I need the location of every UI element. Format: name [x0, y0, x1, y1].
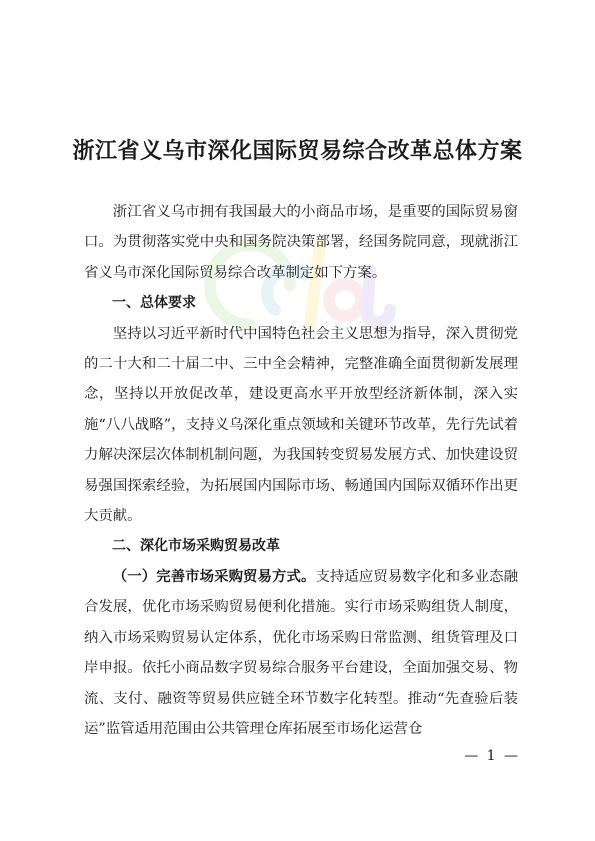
- item-market-procurement-paragraph: [84, 562, 518, 744]
- item-lead: （一）完善市场采购贸易方式。: [112, 567, 316, 585]
- section-heading-market-procurement: 二、深化市场采购贸易改革: [112, 538, 280, 555]
- document-body: [84, 197, 518, 744]
- item-body: 支持适应贸易数字化和多业态融合发展，优化市场采购贸易便利化措施。实行市场采购组货人制度，纳入市场采购贸易认定体系，优化市场采购日常监测、组货管理及口岸申报。依托小商品数字贸易综合服务平台建设，全面加强交易、物流、支付、融资等贸易供应链全环节数字化转型。推动“先查验后装运”监管适用范围由公共管理仓库拓展至市场化运营仓: [84, 568, 518, 737]
- page-number: — 1 —: [464, 748, 520, 764]
- section-heading-general-requirements: 一、总体要求: [112, 295, 196, 312]
- document-title: 浙江省义乌市深化国际贸易综合改革总体方案: [72, 138, 523, 164]
- intro-paragraph: 浙江省义乌市拥有我国最大的小商品市场，是重要的国际贸易窗口。为贯彻落实党中央和国务院决策部署，经国务院同意，现就浙江省义乌市深化国际贸易综合改革制定如下方案。: [84, 204, 518, 281]
- section-general-requirements-paragraph: 坚持以习近平新时代中国特色社会主义思想为指导，深入贯彻党的二十大和二十届二中、三中全会精神，完整准确全面贯彻新发展理念，坚持以开放促改革，建设更高水平开放型经济新体制，深入实施“八八战略”，支持义乌深化重点领域和关键环节改革，先行先试着力解决深层次体制机制问题，为我国转变贸易发展方式、加快建设贸易强国探索经验，为拓展国内国际市场、畅通国内国际双循环作出更大贡献。: [84, 325, 518, 525]
